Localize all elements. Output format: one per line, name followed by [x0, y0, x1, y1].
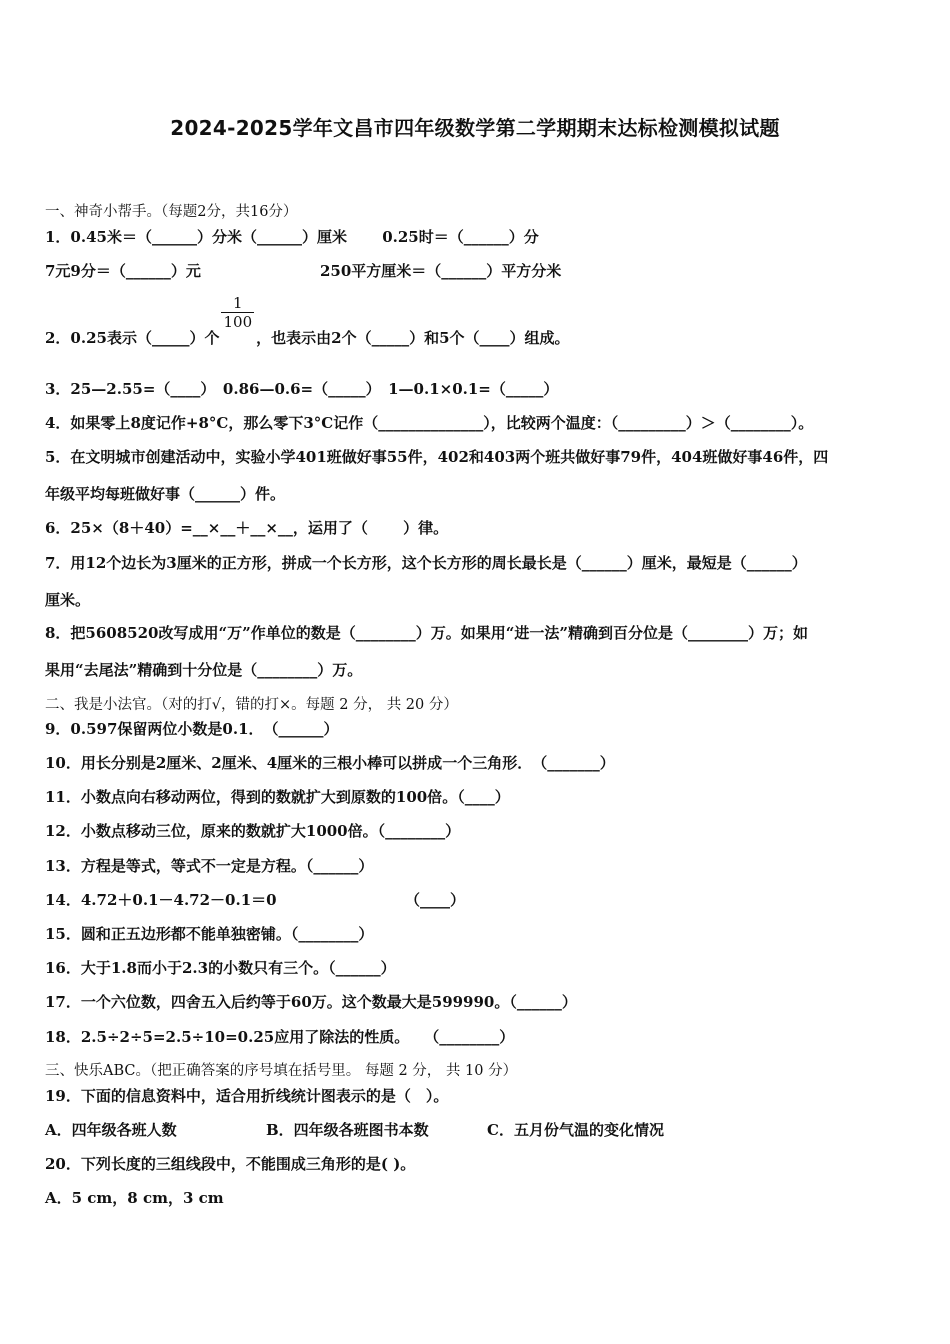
- section-3-heading: 三、快乐ABC。（把正确答案的序号填在括号里。 每题 2 分， 共 10 分）: [45, 1063, 518, 1079]
- question-5a: 5．在文明城市创建活动中，实验小学401班做好事55件，402和403两个班共做好事79件，404班做好事46件，四: [45, 448, 829, 466]
- question-19-option-c: C．五月份气温的变化情况: [487, 1121, 664, 1139]
- question-7a: 7．用12个边长为3厘米的正方形，拼成一个长方形，这个长方形的周长最长是（______）厘米，最短是（______）: [45, 554, 807, 572]
- question-10: 10．用长分别是2厘米、2厘米、4厘米的三根小棒可以拼成一个三角形． （_______）: [45, 754, 615, 772]
- question-6: 6．25×（8＋40）=__×__＋__×__，运用了（ ）律。: [45, 519, 449, 537]
- question-14-left: 14．4.72＋0.1－4.72－0.1＝0: [45, 891, 277, 909]
- page-title: 2024-2025学年文昌市四年级数学第二学期期末达标检测模拟试题: [170, 116, 780, 140]
- question-8a: 8．把5608520改写成用“万”作单位的数是（________）万。如果用“进一法”精确到百分位是（________）万；如: [45, 624, 809, 642]
- question-15: 15．圆和正五边形都不能单独密铺。（________）: [45, 925, 374, 943]
- question-11: 11．小数点向右移动两位，得到的数就扩大到原数的100倍。（____）: [45, 788, 510, 806]
- question-20: 20．下列长度的三组线段中，不能围成三角形的是( )。: [45, 1155, 416, 1173]
- question-3: 3．25—2.55=（____） 0.86—0.6=（_____） 1—0.1×0.1=（_____）: [45, 380, 559, 398]
- fraction-denominator: 100: [223, 313, 253, 331]
- question-4: 4．如果零上8度记作+8°C，那么零下3°C记作（______________），比较两个温度：（_________）＞（________）。: [45, 414, 814, 432]
- question-19-option-b: B．四年级各班图书本数: [266, 1121, 429, 1139]
- question-2-suffix: ，也表示由2个（_____）和5个（____）组成。: [256, 328, 570, 347]
- question-7b: 厘米。: [45, 591, 91, 609]
- question-8b: 果用“去尾法”精确到十分位是（________）万。: [45, 661, 363, 679]
- question-9: 9．0.597保留两位小数是0.1． （______）: [45, 720, 339, 738]
- question-13: 13．方程是等式，等式不一定是方程。（______）: [45, 857, 374, 875]
- question-1b-left: 7元9分＝（______）元: [45, 262, 201, 280]
- fraction-one-hundredth: [221, 294, 254, 331]
- question-18: 18．2.5÷2÷5=2.5÷10=0.25应用了除法的性质。 （________）: [45, 1028, 515, 1046]
- question-19-option-a: A．四年级各班人数: [45, 1121, 177, 1139]
- question-5b: 年级平均每班做好事（______）件。: [45, 485, 286, 503]
- question-16: 16．大于1.8而小于2.3的小数只有三个。（______）: [45, 959, 396, 977]
- question-1b-right: 250平方厘米＝（______）平方分米: [320, 262, 562, 280]
- question-12: 12．小数点移动三位，原来的数就扩大1000倍。（________）: [45, 822, 461, 840]
- question-14-right: （____）: [405, 891, 466, 909]
- question-20-option-a: A．5 cm，8 cm，3 cm: [45, 1189, 224, 1207]
- question-17: 17．一个六位数，四舍五入后约等于60万。这个数最大是599990。（______）: [45, 993, 577, 1011]
- question-2-prefix: 2．0.25表示（_____）个: [45, 328, 220, 347]
- question-1a: 1．0.45米＝（______）分米（______）厘米 0.25时＝（______）分: [45, 228, 539, 246]
- fraction-numerator: 1: [221, 294, 254, 313]
- section-1-heading: 一、神奇小帮手。（每题2分，共16分）: [45, 204, 298, 220]
- question-2: [45, 294, 570, 347]
- question-19: 19．下面的信息资料中，适合用折线统计图表示的是（ ）。: [45, 1087, 449, 1105]
- section-2-heading: 二、我是小法官。（对的打√，错的打×。每题 2 分， 共 20 分）: [45, 697, 458, 713]
